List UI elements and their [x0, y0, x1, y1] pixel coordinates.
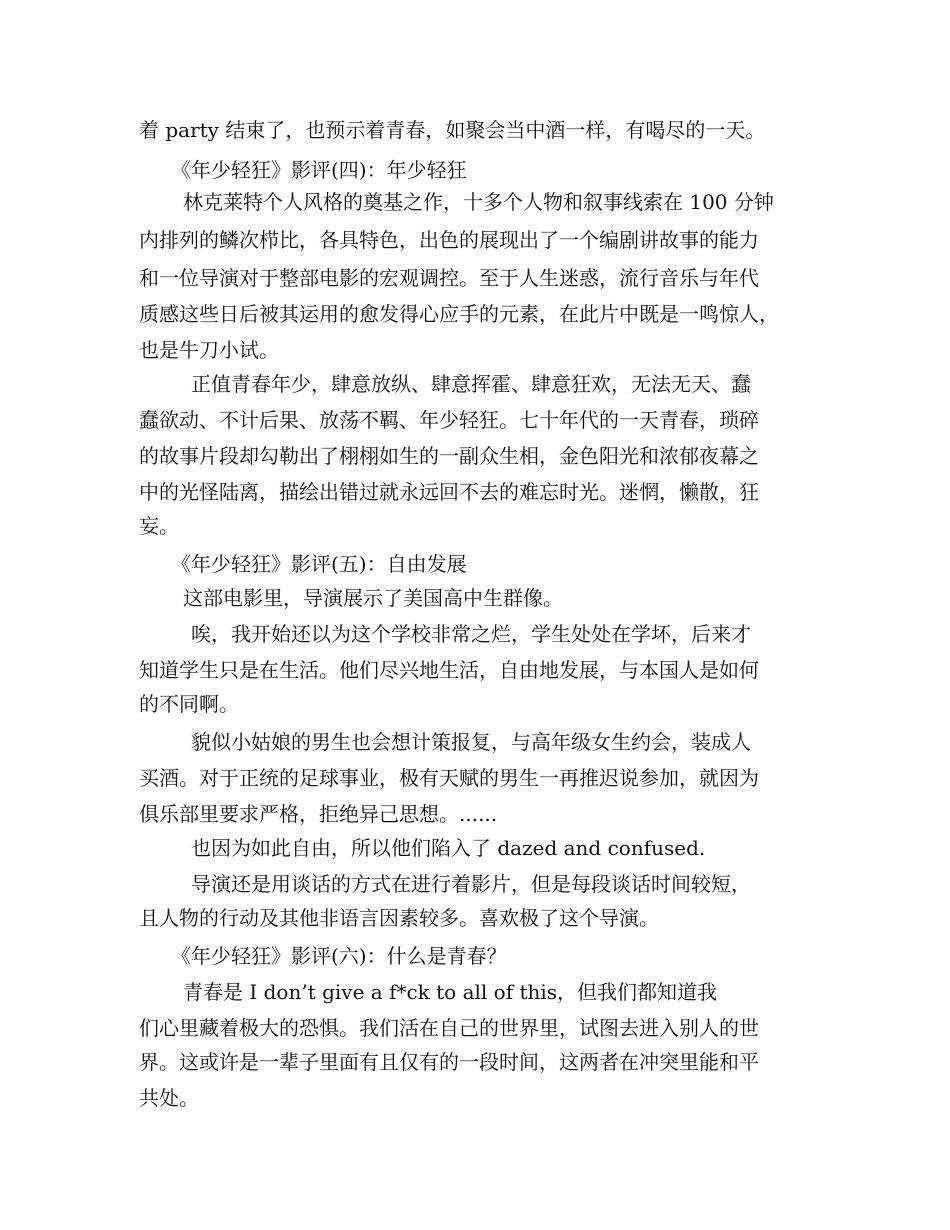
paragraph-line: 妄。: [139, 514, 179, 538]
section-heading: 《年少轻狂》影评(四)：年少轻狂: [171, 158, 467, 182]
paragraph-line: 的故事片段却勾勒出了栩栩如生的一副众生相，金色阳光和浓郁夜幕之: [139, 444, 759, 468]
paragraph-line: 内排列的鳞次栉比，各具特色，出色的展现出了一个编剧讲故事的能力: [139, 228, 759, 252]
paragraph-line: 正值青春年少，肆意放纵、肆意挥霍、肆意狂欢，无法无天、蠢: [191, 372, 751, 396]
paragraph-line: 界。这或许是一辈子里面有且仅有的一段时间，这两者在冲突里能和平: [139, 1050, 759, 1074]
paragraph-line: 且人物的行动及其他非语言因素较多。喜欢极了这个导演。: [139, 906, 659, 930]
paragraph-line: 林克莱特个人风格的奠基之作，十多个人物和叙事线索在 100 分钟: [183, 190, 774, 214]
paragraph-line: 蠢欲动、不计后果、放荡不羁、年少轻狂。七十年代的一天青春，琐碎: [139, 408, 759, 432]
paragraph-line: 唉，我开始还以为这个学校非常之烂，学生处处在学坏，后来才: [191, 622, 751, 646]
paragraph-line: 和一位导演对于整部电影的宏观调控。至于人生迷惑，流行音乐与年代: [139, 266, 759, 290]
paragraph-line: 质感这些日后被其运用的愈发得心应手的元素，在此片中既是一鸣惊人，: [139, 302, 779, 326]
paragraph-line: 貌似小姑娘的男生也会想计策报复，与高年级女生约会，装成人: [191, 730, 751, 754]
paragraph-line: 青春是 I don’t give a f*ck to all of this，但我们都知道我: [183, 980, 718, 1004]
paragraph-line: 着 party 结束了，也预示着青春，如聚会当中酒一样，有喝尽的一天。: [139, 118, 766, 142]
paragraph-line: 也因为如此自由，所以他们陷入了 dazed and confused.: [191, 836, 706, 860]
paragraph-line: 这部电影里，导演展示了美国高中生群像。: [183, 586, 563, 610]
paragraph-line: 们心里藏着极大的恐惧。我们活在自己的世界里，试图去进入别人的世: [139, 1016, 759, 1040]
paragraph-line: 知道学生只是在生活。他们尽兴地生活，自由地发展，与本国人是如何: [139, 658, 759, 682]
paragraph-line: 买酒。对于正统的足球事业，极有天赋的男生一再推迟说参加，就因为: [139, 766, 759, 790]
paragraph-line: 也是牛刀小试。: [139, 338, 279, 362]
paragraph-line: 共处。: [139, 1086, 199, 1110]
section-heading: 《年少轻狂》影评(五)：自由发展: [171, 552, 467, 576]
paragraph-line: 的不同啊。: [139, 692, 239, 716]
paragraph-line: 导演还是用谈话的方式在进行着影片，但是每段谈话时间较短，: [191, 872, 751, 896]
paragraph-line: 俱乐部里要求严格，拒绝异己思想。......: [139, 802, 498, 826]
paragraph-line: 中的光怪陆离，描绘出错过就永远回不去的难忘时光。迷惘，懒散，狂: [139, 480, 759, 504]
section-heading: 《年少轻狂》影评(六)：什么是青春？: [171, 944, 507, 968]
